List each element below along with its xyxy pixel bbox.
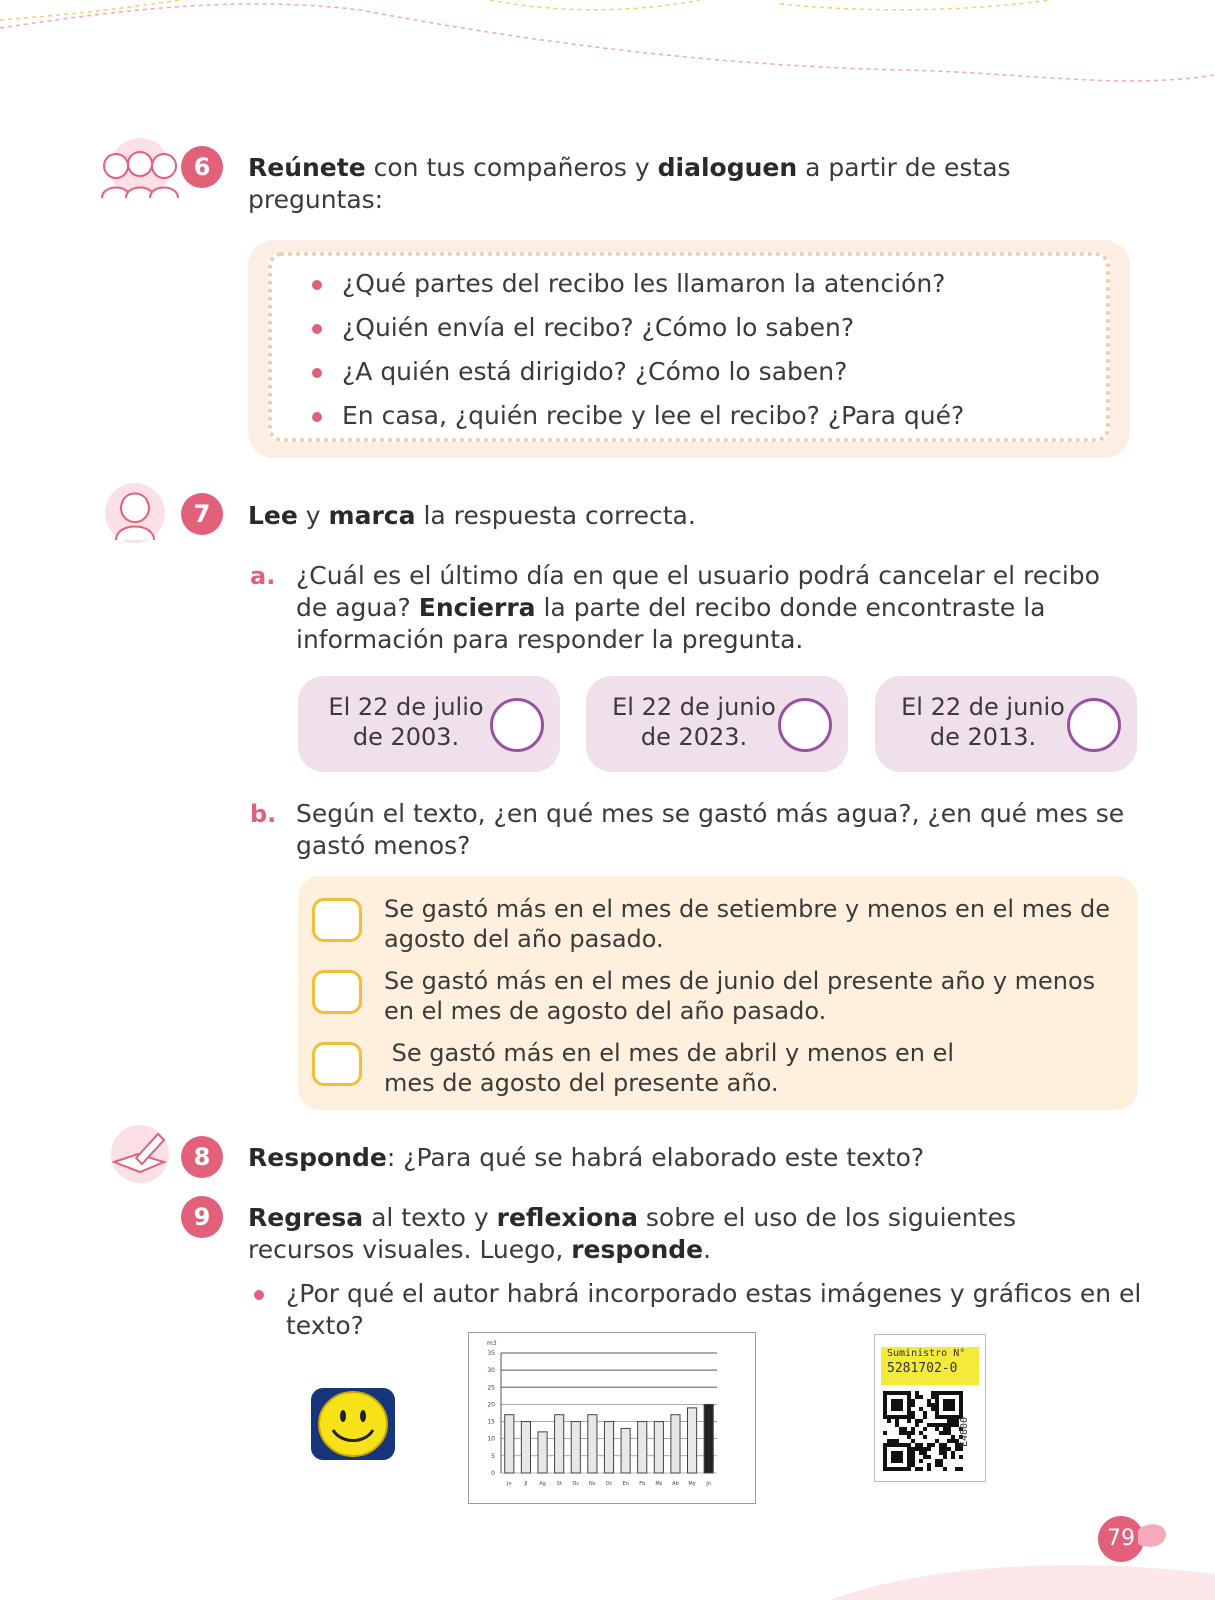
chart-xtick-label: Nv — [589, 1481, 596, 1487]
discussion-question: ¿A quién está dirigido? ¿Cómo lo saben? — [312, 350, 964, 394]
question-9-bullet: ¿Por qué el autor habrá incorporado estas imágenes y gráficos en el texto? — [286, 1279, 1142, 1340]
chart-xtick-label: Mz — [655, 1481, 663, 1487]
smiley-image — [311, 1388, 395, 1460]
chart-bar — [704, 1404, 713, 1473]
q6-text-part: con tus compañeros y — [365, 153, 658, 182]
chart-xtick-label: Oc — [572, 1481, 580, 1487]
option-line: de 2003. — [352, 723, 460, 751]
chart-bar — [688, 1408, 697, 1473]
book-pencil-icon — [106, 1124, 172, 1184]
student-icon — [104, 482, 166, 544]
chart-ytick-label: 30 — [487, 1367, 495, 1375]
option-a2-label — [604, 692, 784, 752]
q7-text-part: la respuesta correcta. — [415, 501, 696, 530]
q9-text-part: sobre el uso de los siguientes recursos visuales. Luego, — [248, 1203, 1016, 1264]
verb-responde: Responde — [248, 1143, 387, 1172]
question-7-text — [248, 500, 1048, 532]
receipt-number: 5281702-0 — [887, 1361, 958, 1376]
option-b2-checkbox[interactable] — [312, 970, 362, 1014]
option-line: de 2013. — [929, 723, 1037, 751]
verb-regresa: Regresa — [248, 1203, 364, 1232]
option-a2-circle[interactable] — [778, 698, 832, 752]
consumption-chart — [468, 1332, 756, 1504]
item-a-text-part: ¿Cuál es el último día en que el usuario podrá cancelar el recibo de agua? — [296, 561, 1100, 622]
verb-reflexiona: reflexiona — [496, 1203, 638, 1232]
option-line: en el mes de agosto del año pasado. — [384, 997, 827, 1025]
option-line: mes de agosto del presente año. — [384, 1069, 779, 1097]
chart-bar — [654, 1422, 663, 1473]
option-a3-label — [893, 692, 1073, 752]
chart-xtick-label: Ag — [539, 1481, 546, 1487]
discussion-questions-list — [312, 262, 964, 438]
verb-dialoguen: dialoguen — [657, 153, 798, 182]
question-9-text — [248, 1202, 1128, 1266]
chart-ytick-label: 15 — [487, 1418, 495, 1426]
chart-ytick-label: 20 — [487, 1401, 495, 1409]
verb-responde-2: responde — [571, 1235, 704, 1264]
option-line: El 22 de julio — [328, 693, 484, 721]
verb-marca: marca — [328, 501, 416, 530]
corner-decoration — [830, 1560, 1215, 1600]
chart-bar — [571, 1422, 580, 1473]
chart-xtick-label: Jn — [706, 1481, 712, 1487]
chart-ytick-label: 25 — [487, 1384, 495, 1392]
chart-ytick-label: 10 — [487, 1435, 495, 1443]
chart-bar — [521, 1422, 530, 1473]
chart-xtick-label: St — [556, 1481, 562, 1487]
discussion-questions-inner — [268, 252, 1110, 442]
item-a-text-part: la parte del recibo donde encontraste la información para responder la pregunta. — [296, 593, 1046, 654]
chart-bar — [671, 1415, 680, 1473]
question-8-text — [248, 1142, 1108, 1174]
option-line: agosto del año pasado. — [384, 925, 664, 953]
group-students-icon — [96, 138, 186, 204]
chart-bar — [555, 1415, 564, 1473]
q7-text-part: y — [297, 501, 329, 530]
receipt-snippet — [874, 1334, 986, 1482]
option-a1[interactable] — [298, 676, 560, 772]
option-a1-circle[interactable] — [490, 698, 544, 752]
qr-code-icon — [883, 1391, 963, 1471]
option-line: El 22 de junio — [612, 693, 776, 721]
option-line: Se gastó más en el mes de setiembre y menos en el mes de — [384, 895, 1110, 923]
chart-bar — [538, 1432, 547, 1473]
q8-text-part: : ¿Para qué se habrá elaborado este texto? — [386, 1143, 925, 1172]
chart-bar — [604, 1422, 613, 1473]
page-number: 79 — [1107, 1526, 1135, 1551]
item-b-letter: b. — [250, 800, 277, 828]
option-line: de 2023. — [640, 723, 748, 751]
chart-xtick-label: Jl — [524, 1481, 528, 1487]
option-line: Se gastó más en el mes de junio del presente año y menos — [384, 967, 1096, 995]
top-wave-decoration — [0, 0, 1215, 110]
option-a3-circle[interactable] — [1067, 698, 1121, 752]
option-b3-checkbox[interactable] — [312, 1042, 362, 1086]
q9-bullet-dot — [254, 1290, 264, 1300]
question-7-number: 7 — [181, 493, 223, 535]
discussion-question: ¿Qué partes del recibo les llamaron la atención? — [312, 262, 964, 306]
chart-ytick-label: 5 — [491, 1452, 495, 1460]
option-b1-label — [384, 894, 1110, 954]
option-line: Se gastó más en el mes de abril y menos en el — [384, 1039, 955, 1067]
verb-encierra: Encierra — [418, 593, 536, 622]
smiley-face-icon — [311, 1388, 395, 1460]
discussion-question: En casa, ¿quién recibe y lee el recibo? ¿Para qué? — [312, 394, 964, 438]
chart-xtick-label: En — [622, 1481, 629, 1487]
chart-bar — [588, 1415, 597, 1473]
discussion-questions-box — [248, 240, 1130, 458]
verb-lee: Lee — [248, 501, 298, 530]
item-a-letter: a. — [250, 562, 276, 590]
item-b-question: Según el texto, ¿en qué mes se gastó más agua?, ¿en qué mes se gastó menos? — [296, 799, 1125, 860]
receipt-number-box — [881, 1347, 979, 1385]
question-9-number: 9 — [181, 1196, 223, 1238]
q9-text-part: . — [703, 1235, 712, 1264]
discussion-question: ¿Quién envía el recibo? ¿Cómo lo saben? — [312, 306, 964, 350]
chart-ylabel: m3 — [487, 1340, 497, 1347]
consumption-chart-svg — [469, 1333, 755, 1503]
option-a1-label — [316, 692, 496, 752]
option-b2-label — [384, 966, 1095, 1026]
chart-ytick-label: 35 — [487, 1350, 495, 1357]
option-a2[interactable] — [586, 676, 848, 772]
chart-xtick-label: Jn — [506, 1481, 512, 1487]
verb-reunete: Reúnete — [248, 153, 366, 182]
chart-bar — [638, 1422, 647, 1473]
chart-bar — [621, 1428, 630, 1473]
question-6-text — [248, 152, 1048, 216]
chart-xtick-label: Fb — [639, 1481, 646, 1487]
receipt-label: Suministro N° — [887, 1348, 966, 1359]
option-b1-checkbox[interactable] — [312, 898, 362, 942]
q9-text-part: al texto y — [363, 1203, 497, 1232]
option-b3-label — [384, 1038, 954, 1098]
q6-text-part: a partir de estas preguntas: — [248, 153, 1011, 214]
chart-xtick-label: Ab — [672, 1481, 679, 1487]
option-line: El 22 de junio — [901, 693, 1065, 721]
chart-xtick-label: Dc — [605, 1481, 613, 1487]
chart-xtick-label: My — [688, 1481, 696, 1487]
item-b-answers-box — [298, 876, 1138, 1110]
chart-bar — [505, 1415, 514, 1473]
item-a-question — [296, 560, 1126, 656]
question-6-number: 6 — [181, 146, 223, 188]
receipt-code: E4800 — [959, 1416, 970, 1447]
question-8-number: 8 — [181, 1136, 223, 1178]
option-a3[interactable] — [875, 676, 1137, 772]
chart-ytick-label: 0 — [491, 1470, 495, 1477]
